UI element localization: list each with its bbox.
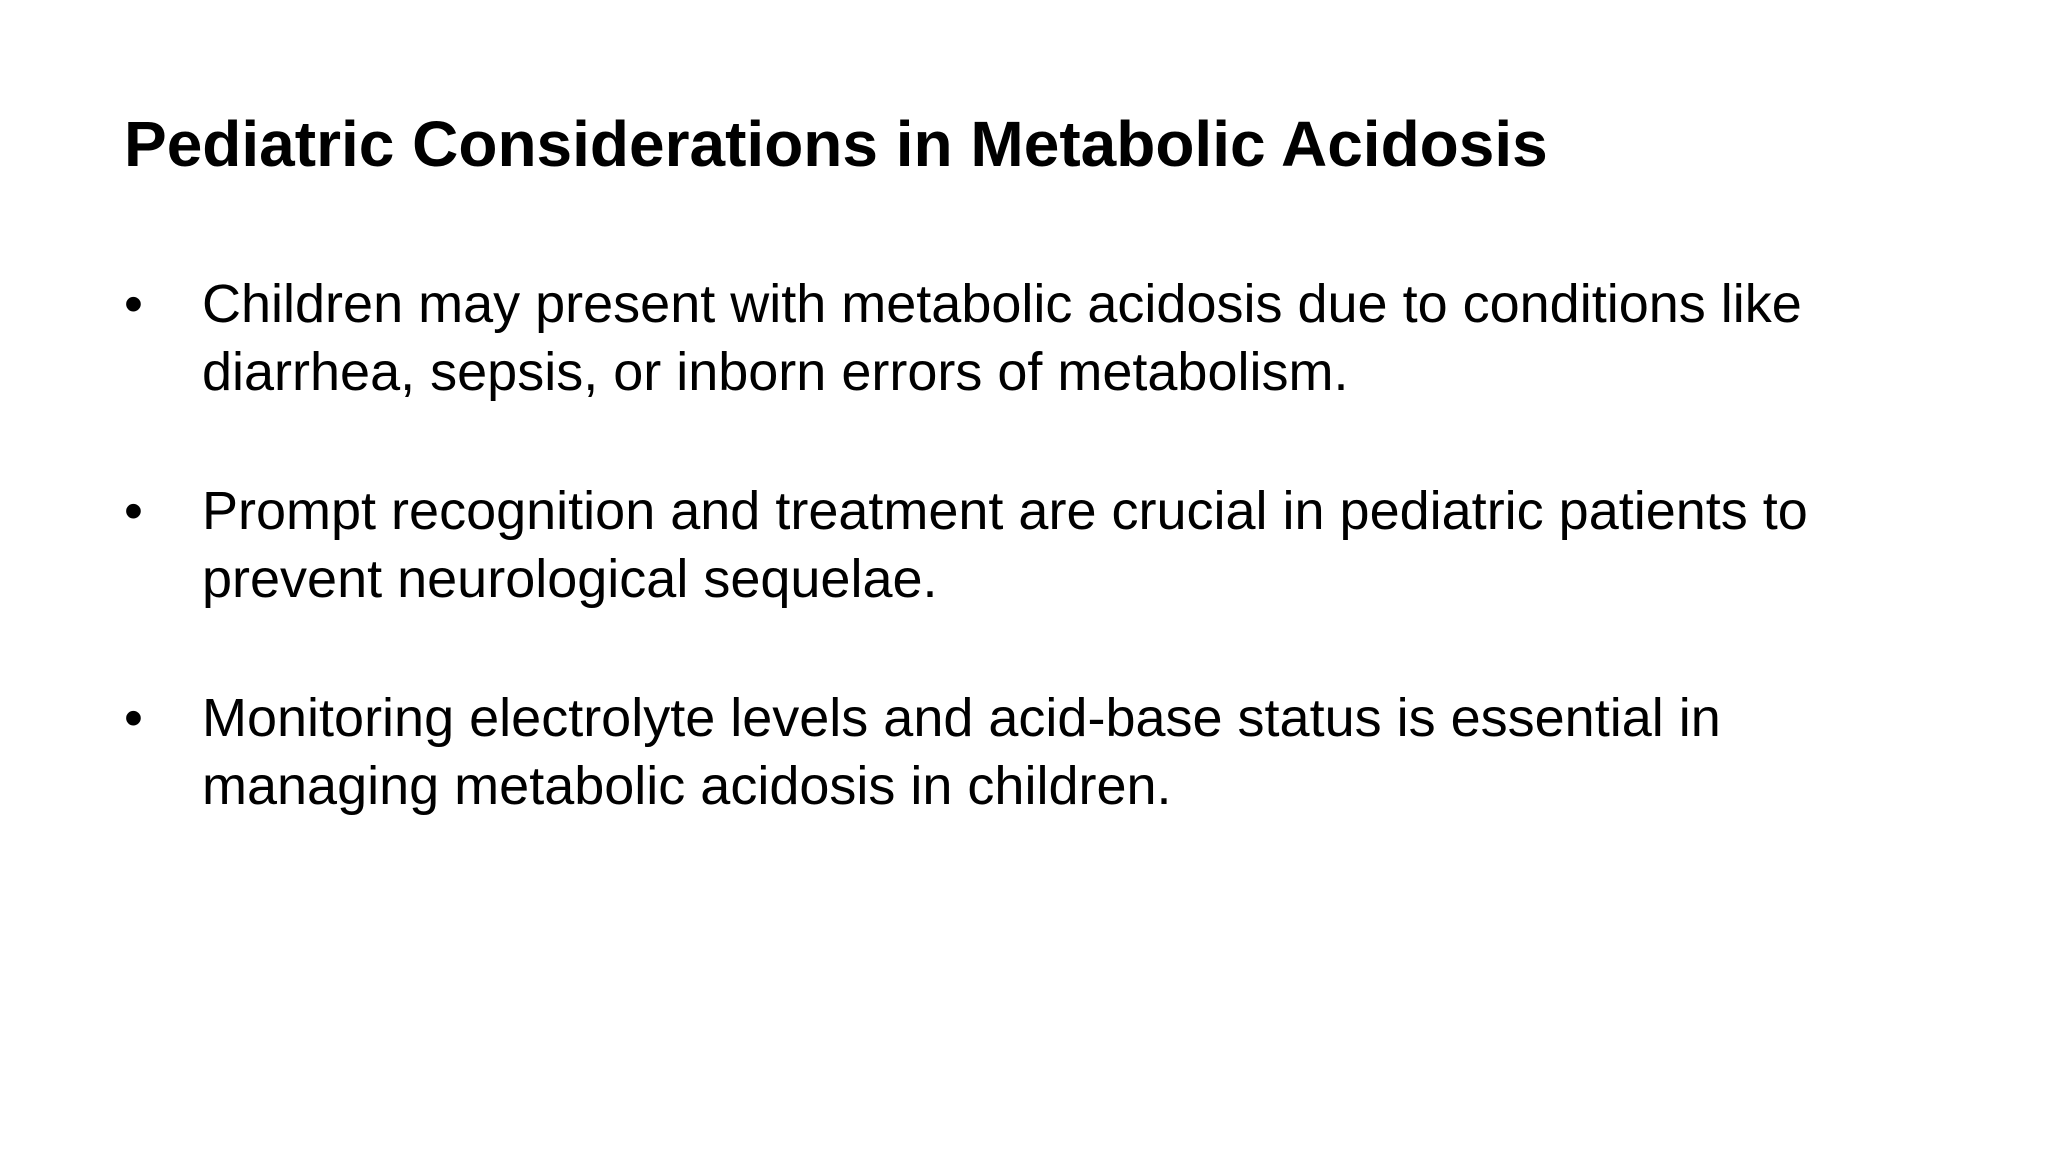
bullet-item bbox=[124, 270, 1954, 406]
bullet-item bbox=[124, 684, 1954, 820]
bullet-text: Monitoring electrolyte levels and acid-base status is essential in managing metabolic acidosis in children. bbox=[202, 688, 1721, 816]
bullet-text: Prompt recognition and treatment are crucial in pediatric patients to prevent neurological sequelae. bbox=[202, 481, 1808, 609]
bullet-icon: • bbox=[124, 481, 143, 541]
bullet-icon: • bbox=[124, 274, 143, 334]
slide-title: Pediatric Considerations in Metabolic Acidosis bbox=[124, 108, 1548, 180]
bullet-item bbox=[124, 477, 1954, 613]
bullet-icon: • bbox=[124, 688, 143, 748]
bullet-text: Children may present with metabolic acidosis due to conditions like diarrhea, sepsis, or inborn errors of metabolism. bbox=[202, 274, 1802, 402]
bullet-list bbox=[124, 270, 1954, 891]
